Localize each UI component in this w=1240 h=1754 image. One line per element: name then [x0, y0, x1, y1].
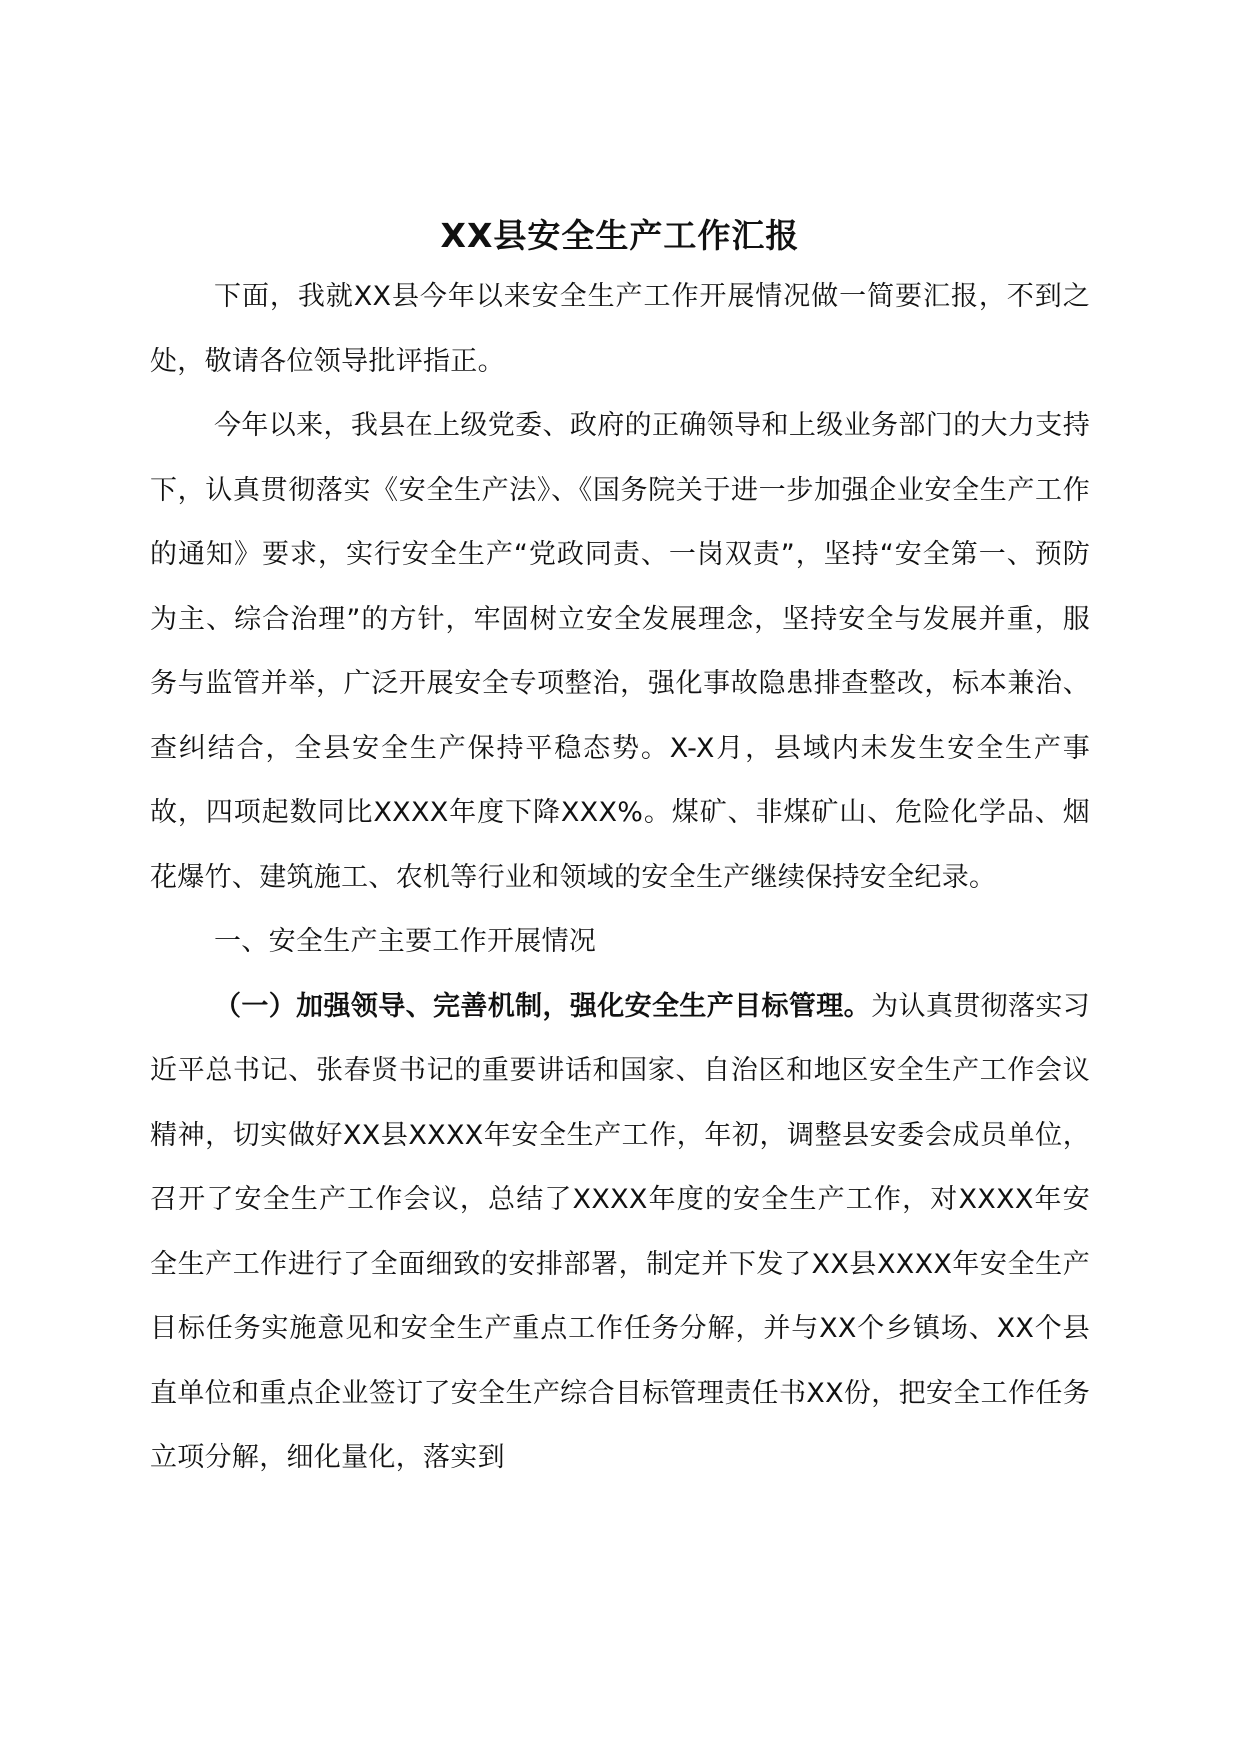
intro-paragraph: 下面，我就XX县今年以来安全生产工作开展情况做一简要汇报，不到之处，敬请各位领导批评指正。: [150, 281, 1090, 377]
section-heading: 一、安全生产主要工作开展情况: [214, 926, 597, 957]
subsection-text: 为认真贯彻落实习近平总书记、张春贤书记的重要讲话和国家、自治区和地区安全生产工作会议精神，切实做好XX县XXXX年安全生产工作，年初，调整县安委会成员单位，召开了安全生产工作会议，总结了XXXX年度的安全生产工作，对XXXX年安全生产工作进行了全面细致的安排部署，制定并下发了XX县XXXX年安全生产目标任务实施意见和安全生产重点工作任务分解，并与XX个乡镇场、XX个县直单位和重点企业签订了安全生产综合目标管理责任书XX份，把安全工作任务立项分解，细化量化，落实到: [150, 990, 1091, 1473]
subsection-paragraph: [150, 975, 1090, 1491]
document-title: XX县安全生产工作汇报: [440, 216, 800, 255]
document-body: [150, 265, 1090, 1491]
subsection-lead: （一）加强领导、完善机制，强化安全生产目标管理。: [214, 990, 872, 1022]
overview-paragraph: 今年以来，我县在上级党委、政府的正确领导和上级业务部门的大力支持下，认真贯彻落实《安全生产法》、《国务院关于进一步加强企业安全生产工作的通知》要求，实行安全生产“党政同责、一岗双责”，坚持“安全第一、预防为主、综合治理”的方针，牢固树立安全发展理念，坚持安全与发展并重，服务与监管并举，广泛开展安全专项整治，强化事故隐患排查整改，标本兼治、查纠结合，全县安全生产保持平稳态势。X-X月，县域内未发生安全生产事故，四项起数同比XXXX年度下降XXX%。煤矿、非煤矿山、危险化学品、烟花爆竹、建筑施工、农机等行业和领域的安全生产继续保持安全纪录。: [150, 410, 1090, 893]
